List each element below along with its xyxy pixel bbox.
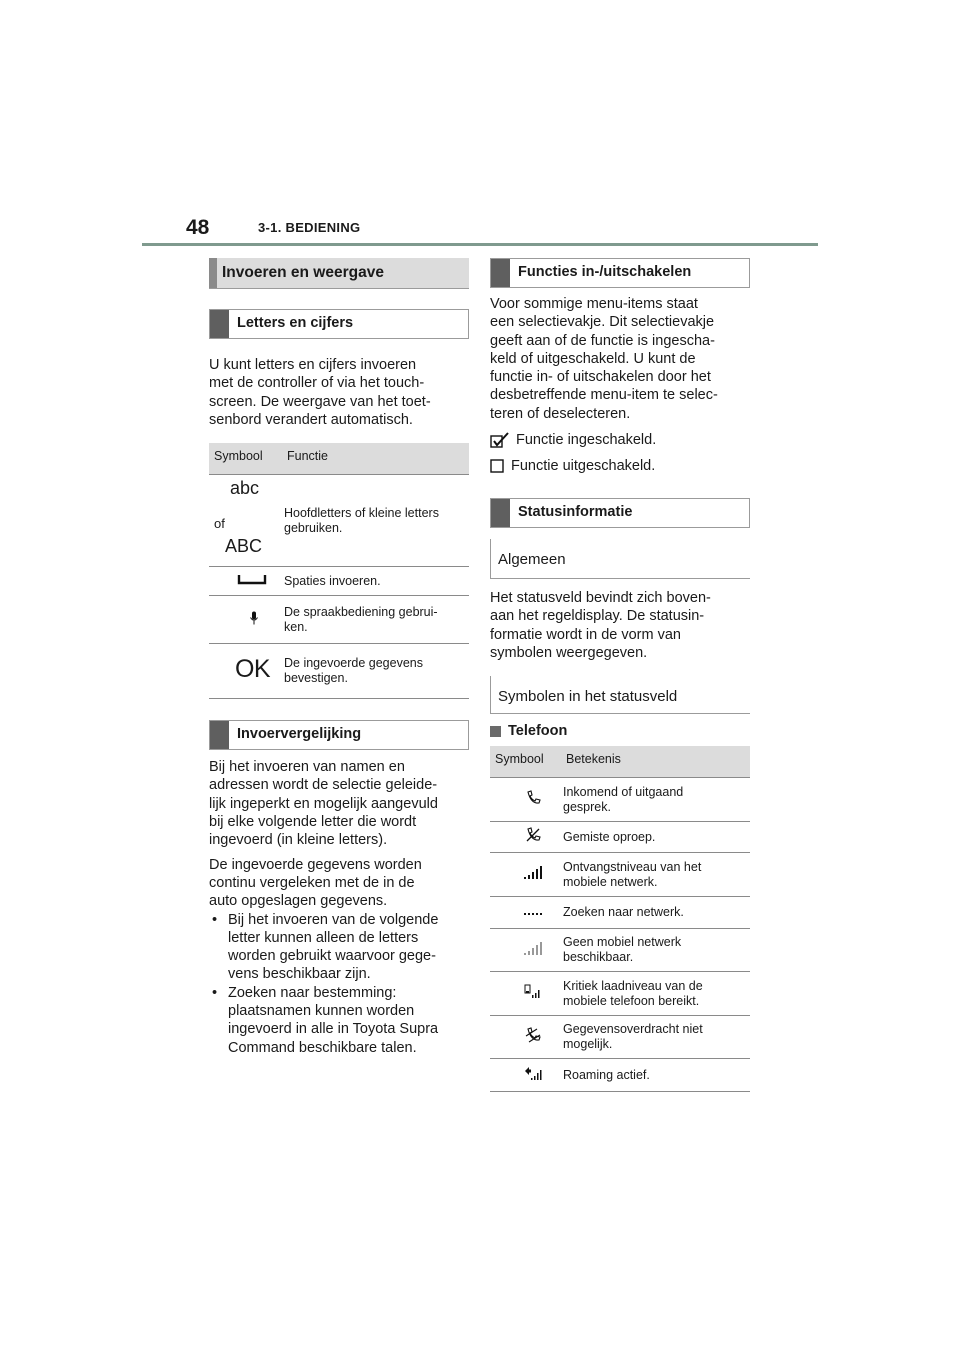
symbol-cell <box>490 929 561 972</box>
subheading-letters <box>209 309 469 339</box>
cell-line: Kritiek laadniveau van de <box>563 978 703 993</box>
bullet-item <box>209 984 469 1057</box>
table-row <box>209 596 469 644</box>
table-row <box>490 778 750 822</box>
compare-paragraph-2 <box>209 856 469 911</box>
table-row <box>209 644 469 699</box>
cell-line: bevestigen. <box>284 671 348 686</box>
paragraph-line: aan het regeldisplay. De statusin- <box>490 608 705 625</box>
table-row <box>490 897 750 929</box>
cell-line: mogelijk. <box>563 1037 613 1052</box>
function-cell <box>282 596 469 644</box>
table-row <box>490 1059 750 1092</box>
table-row <box>490 929 750 972</box>
table-row <box>490 822 750 853</box>
table-header-row <box>490 746 750 778</box>
cell-line: ken. <box>284 619 308 634</box>
compare-paragraph-1 <box>209 758 469 849</box>
meaning-cell <box>561 822 750 853</box>
meaning-cell <box>561 1016 750 1059</box>
table-row <box>490 1016 750 1059</box>
col-header-symbol: Symbool <box>490 746 561 778</box>
meaning-cell <box>561 778 750 822</box>
subheading-title: Functies in-/uitschakelen <box>518 264 692 280</box>
paragraph-line: Bij het invoeren van namen en <box>209 759 405 776</box>
bullet-item <box>209 911 469 984</box>
function-cell <box>282 567 469 596</box>
paragraph-line: Voor sommige menu-items staat <box>490 296 698 312</box>
section-heading-invoeren <box>209 258 469 289</box>
input-symbols-table <box>209 443 469 699</box>
paragraph-line: lijk ingeperkt en mogelijk aangevuld <box>209 795 438 812</box>
meaning-cell <box>561 897 750 929</box>
paragraph-line: auto opgeslagen gegevens. <box>209 893 388 910</box>
cell-line: gesprek. <box>563 799 611 814</box>
meaning-cell <box>561 1059 750 1092</box>
right-column <box>490 258 750 1092</box>
bullet-line: Bij het invoeren van de volgende <box>228 911 439 928</box>
cell-line: Gegevensoverdracht niet <box>563 1022 703 1037</box>
subheading-status <box>490 498 750 528</box>
heading-bar <box>210 721 229 749</box>
cell-line: Roaming actief. <box>563 1067 650 1082</box>
cell-line: Geen mobiel netwerk <box>563 935 682 950</box>
table-row <box>490 853 750 897</box>
symbol-cell <box>490 822 561 853</box>
enabled-label: Functie ingeschakeld. <box>516 432 657 449</box>
subheading-title: Invoervergelijking <box>237 726 362 743</box>
paragraph-line: functie in- of uitschakelen door het <box>490 369 711 386</box>
paragraph-line: keld of uitgeschakeld. U kunt de <box>490 350 696 367</box>
cell-line: Ontvangstniveau van het <box>563 859 702 874</box>
signal-strength-icon <box>523 865 543 880</box>
heading-bar <box>209 258 217 288</box>
disabled-line <box>490 457 750 475</box>
cell-line: mobiele telefoon bereikt. <box>563 993 700 1008</box>
heading-bar <box>491 259 510 287</box>
paragraph-line: continu vergeleken met de in de <box>209 874 415 891</box>
symbol-cell <box>209 567 282 596</box>
cell-line: gebruiken. <box>284 520 343 535</box>
paragraph-line: symbolen weergegeven. <box>490 644 648 661</box>
symbol-cell <box>490 853 561 897</box>
col-header-function: Functie <box>282 443 469 475</box>
bullet-line: plaatsnamen kunnen worden <box>228 1003 415 1020</box>
symbol-cell <box>209 475 282 567</box>
meaning-cell <box>561 853 750 897</box>
cell-line: beschikbaar. <box>563 950 634 965</box>
missed-call-icon <box>525 827 541 843</box>
cell-line: De ingevoerde gegevens <box>284 656 423 671</box>
table-row <box>209 475 469 567</box>
symbol-cell <box>490 897 561 929</box>
page-number: 48 <box>186 216 210 239</box>
bullet-line: vens beschikbaar zijn. <box>228 966 371 983</box>
symbol-cell <box>490 778 561 822</box>
paragraph-line: senbord verandert automatisch. <box>209 411 413 428</box>
abc-icon: abc <box>230 478 260 499</box>
table-row <box>209 567 469 596</box>
chapter-title: 3-1. BEDIENING <box>258 220 361 235</box>
symbol-cell <box>209 596 282 644</box>
paragraph-line: een selectievakje. Dit selectievakje <box>490 314 715 331</box>
status-symbols-table <box>490 746 750 1092</box>
cell-line: Spaties invoeren. <box>284 573 381 588</box>
symbol-cell <box>490 972 561 1016</box>
col-header-symbol: Symbool <box>209 443 282 475</box>
bullet-line: letter kunnen alleen de letters <box>228 929 419 946</box>
bullet-dot: • <box>212 911 218 928</box>
symbol-cell <box>490 1016 561 1059</box>
phone-call-icon <box>525 790 541 806</box>
header-divider <box>142 243 818 246</box>
phone-heading <box>490 723 750 739</box>
bullet-line: Command beschikbare talen. <box>228 1039 417 1056</box>
bullet-line: ingevoerd in alle in Toyota Supra <box>228 1021 439 1038</box>
section-title: Invoeren en weergave <box>222 264 384 281</box>
function-cell <box>282 475 469 567</box>
paragraph-line: adressen wordt de selectie geleide- <box>209 777 438 794</box>
square-bullet-icon <box>490 726 501 737</box>
phone-label: Telefoon <box>508 723 568 740</box>
space-bar-icon <box>237 573 267 585</box>
function-cell <box>282 644 469 699</box>
cell-line: Hoofdletters of kleine letters <box>284 505 439 520</box>
status-paragraph <box>490 589 750 662</box>
bullet-line: worden gebruikt waarvoor gege- <box>228 948 436 965</box>
checkbox-empty-icon <box>490 459 505 473</box>
paragraph-line: met de controller of via het touch- <box>209 375 425 392</box>
or-label: of <box>214 516 225 532</box>
network-search-icon <box>523 910 543 916</box>
no-network-icon <box>523 941 543 956</box>
paragraph-line: geeft aan of de functie is ingescha- <box>490 332 715 349</box>
subheading-functions <box>490 258 750 288</box>
checkbox-checked-icon <box>490 432 510 448</box>
table-header-row <box>209 443 469 475</box>
paragraph-line: desbetreffende menu-item te selec- <box>490 387 718 404</box>
paragraph-line: screen. De weergave van het toet- <box>209 393 431 410</box>
subheading-title: Statusinformatie <box>518 504 633 521</box>
heading-bar <box>491 499 510 527</box>
paragraph-line: De ingevoerde gegevens worden <box>209 856 422 873</box>
cell-line: Gemiste oproep. <box>563 829 656 844</box>
symbol-cell <box>209 644 282 699</box>
symbol-cell <box>490 1059 561 1092</box>
symbols-heading: Symbolen in het statusveld <box>490 676 750 714</box>
cell-line: Zoeken naar netwerk. <box>563 905 684 920</box>
left-column <box>209 258 469 1057</box>
bullet-dot: • <box>212 984 218 1001</box>
meaning-cell <box>561 972 750 1016</box>
paragraph-line: formatie wordt in de vorm van <box>490 626 681 643</box>
subheading-compare <box>209 720 469 750</box>
functions-paragraph <box>490 295 750 423</box>
paragraph-line: ingevoerd (in kleine letters). <box>209 832 388 849</box>
paragraph-line: U kunt letters en cijfers invoeren <box>209 357 417 373</box>
paragraph-line: Het statusveld bevindt zich boven- <box>490 590 711 607</box>
table-row <box>490 972 750 1016</box>
cell-line: mobiele netwerk. <box>563 874 658 889</box>
heading-bar <box>210 310 229 338</box>
paragraph-line: teren of deselecteren. <box>490 405 631 422</box>
cell-line: De spraakbediening gebrui- <box>284 604 438 619</box>
subheading-title: Letters en cijfers <box>237 315 354 331</box>
col-header-meaning: Betekenis <box>561 746 750 778</box>
cell-line: Inkomend of uitgaand <box>563 784 684 799</box>
bullet-line: Zoeken naar bestemming: <box>228 984 397 1001</box>
uppercase-abc-icon: ABC <box>225 536 263 557</box>
general-heading: Algemeen <box>490 539 750 579</box>
ok-icon: OK <box>234 654 271 683</box>
disabled-label: Functie uitgeschakeld. <box>511 458 656 475</box>
meaning-cell <box>561 929 750 972</box>
low-battery-icon <box>524 984 542 999</box>
roaming-icon <box>524 1066 542 1081</box>
paragraph-line: bij elke volgende letter die wordt <box>209 814 417 831</box>
letters-paragraph <box>209 356 469 429</box>
enabled-line <box>490 431 750 449</box>
no-data-icon <box>525 1027 541 1043</box>
microphone-icon <box>249 611 259 625</box>
